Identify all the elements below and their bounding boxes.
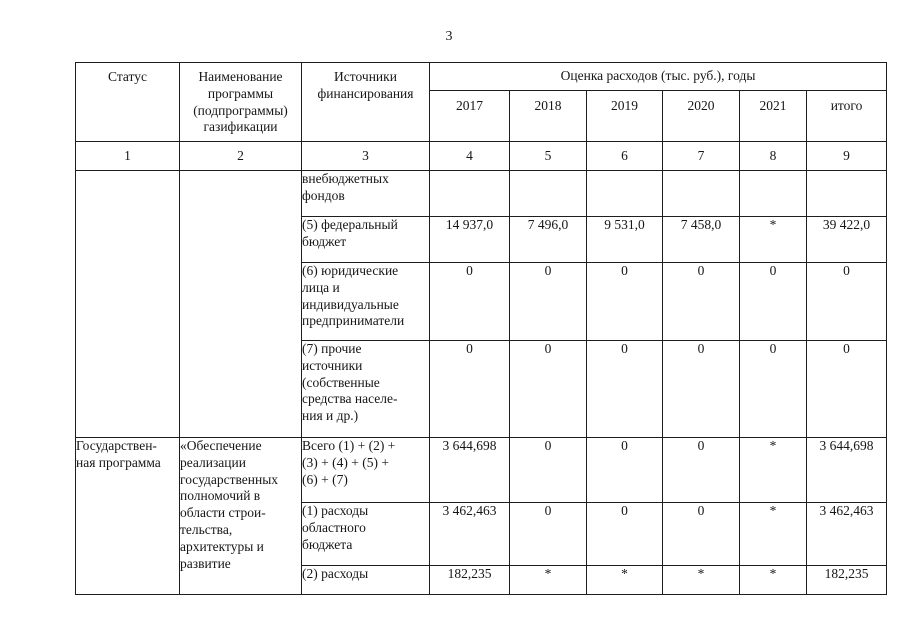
value-cell-total xyxy=(807,171,887,217)
header-year-2019: 2019 xyxy=(587,91,663,142)
value-cell-2021: * xyxy=(740,438,807,503)
value-cell-2017: 3 462,463 xyxy=(430,503,510,566)
value-cell-2021: 0 xyxy=(740,341,807,438)
value-cell-2021: 0 xyxy=(740,263,807,341)
value-cell-2021 xyxy=(740,171,807,217)
value-cell-total: 0 xyxy=(807,341,887,438)
funding-source-cell: (7) прочие источники (собственные средства населе- ния и др.) xyxy=(302,341,430,438)
column-number: 8 xyxy=(740,142,807,171)
column-number: 2 xyxy=(180,142,302,171)
column-number: 3 xyxy=(302,142,430,171)
value-cell-2018: 0 xyxy=(510,341,587,438)
header-row-top xyxy=(76,63,887,91)
value-cell-2017: 14 937,0 xyxy=(430,217,510,263)
funding-source-cell: внебюджетных фондов xyxy=(302,171,430,217)
value-cell-2018 xyxy=(510,171,587,217)
header-year-2020: 2020 xyxy=(663,91,740,142)
header-total: итого xyxy=(807,91,887,142)
status-cell-empty xyxy=(76,171,180,438)
page-number: 3 xyxy=(445,29,453,44)
value-cell-2020: * xyxy=(663,566,740,595)
value-cell-2017: 3 644,698 xyxy=(430,438,510,503)
program-name-cell: «Обеспечение реализации государственных полномочий в области строи- тельства, архитектуры и развитие xyxy=(180,438,302,595)
row-extrabudgetary-funds xyxy=(76,171,887,217)
program-status-cell: Государствен- ная программа xyxy=(76,438,180,595)
column-number: 9 xyxy=(807,142,887,171)
column-number: 1 xyxy=(76,142,180,171)
value-cell-2021: * xyxy=(740,503,807,566)
value-cell-2018: 0 xyxy=(510,438,587,503)
value-cell-total: 3 462,463 xyxy=(807,503,887,566)
funding-source-cell: (6) юридические лица и индивидуальные предприниматели xyxy=(302,263,430,341)
funding-source-cell: Всего (1) + (2) + (3) + (4) + (5) + (6) + (7) xyxy=(302,438,430,503)
value-cell-2017: 0 xyxy=(430,263,510,341)
header-status: Статус xyxy=(76,63,180,142)
expense-estimate-table xyxy=(75,62,887,595)
header-year-2021: 2021 xyxy=(740,91,807,142)
value-cell-2018: * xyxy=(510,566,587,595)
header-year-2017: 2017 xyxy=(430,91,510,142)
column-number: 6 xyxy=(587,142,663,171)
value-cell-2018: 7 496,0 xyxy=(510,217,587,263)
value-cell-2019 xyxy=(587,171,663,217)
funding-source-cell: (5) федеральный бюджет xyxy=(302,217,430,263)
program-name-cell-empty xyxy=(180,171,302,438)
value-cell-2020: 0 xyxy=(663,503,740,566)
column-numbers-row xyxy=(76,142,887,171)
column-number: 7 xyxy=(663,142,740,171)
header-program-name: Наименование программы (подпрограммы) газификации xyxy=(180,63,302,142)
value-cell-2017 xyxy=(430,171,510,217)
funding-source-cell: (2) расходы xyxy=(302,566,430,595)
value-cell-total: 182,235 xyxy=(807,566,887,595)
funding-source-cell: (1) расходы областного бюджета xyxy=(302,503,430,566)
value-cell-2017: 0 xyxy=(430,341,510,438)
value-cell-total: 3 644,698 xyxy=(807,438,887,503)
value-cell-2020: 0 xyxy=(663,263,740,341)
value-cell-2020: 7 458,0 xyxy=(663,217,740,263)
value-cell-2019: 0 xyxy=(587,263,663,341)
row-total-all-sources xyxy=(76,438,887,503)
value-cell-2020 xyxy=(663,171,740,217)
column-number: 5 xyxy=(510,142,587,171)
value-cell-2018: 0 xyxy=(510,263,587,341)
value-cell-2019: 0 xyxy=(587,503,663,566)
value-cell-2019: 0 xyxy=(587,438,663,503)
header-funding-sources: Источники финансирования xyxy=(302,63,430,142)
header-expense-estimate: Оценка расходов (тыс. руб.), годы xyxy=(430,63,887,91)
value-cell-2019: * xyxy=(587,566,663,595)
value-cell-2021: * xyxy=(740,566,807,595)
value-cell-total: 0 xyxy=(807,263,887,341)
value-cell-2020: 0 xyxy=(663,341,740,438)
value-cell-2017: 182,235 xyxy=(430,566,510,595)
value-cell-2019: 0 xyxy=(587,341,663,438)
value-cell-2020: 0 xyxy=(663,438,740,503)
value-cell-total: 39 422,0 xyxy=(807,217,887,263)
value-cell-2021: * xyxy=(740,217,807,263)
value-cell-2018: 0 xyxy=(510,503,587,566)
column-number: 4 xyxy=(430,142,510,171)
value-cell-2019: 9 531,0 xyxy=(587,217,663,263)
header-year-2018: 2018 xyxy=(510,91,587,142)
